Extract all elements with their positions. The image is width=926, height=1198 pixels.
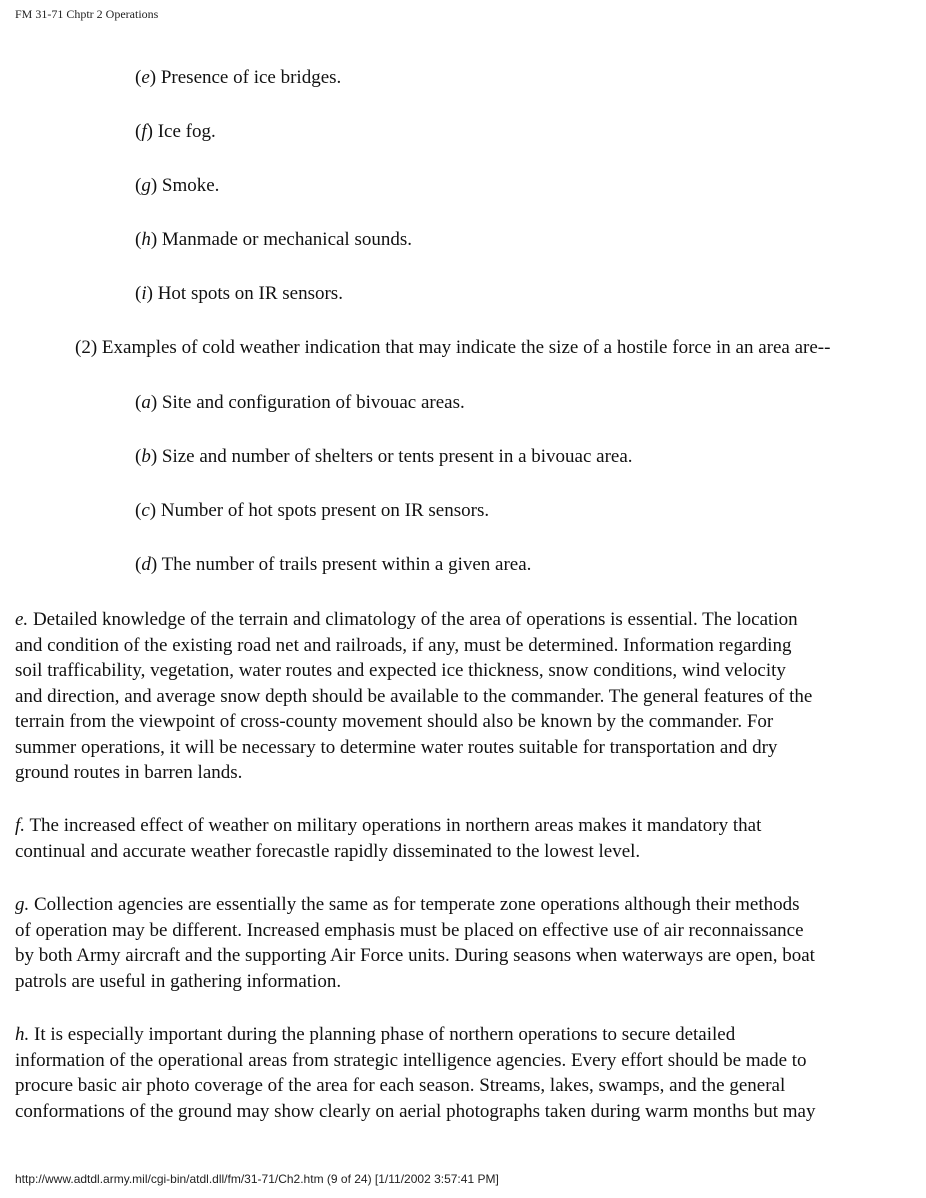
paragraph-line: and direction, and average snow depth should be available to the commander. The general features of the [15, 685, 813, 707]
list-item: (e) Presence of ice bridges. [135, 67, 342, 88]
list-marker: i [141, 283, 147, 304]
list-item-text: Ice fog. [152, 121, 216, 142]
list-marker: d [141, 554, 151, 575]
list-marker: b [141, 446, 151, 467]
paragraph-line: f. The increased effect of weather on military operations in northern areas makes it mandatory that [15, 815, 762, 836]
paragraph-line: and condition of the existing road net and railroads, if any, must be determined. Information regarding [15, 634, 792, 656]
list-item-text: Hot spots on IR sensors. [152, 283, 343, 304]
paragraph-line: ground routes in barren lands. [15, 762, 243, 783]
list-item: (d) The number of trails present within a given area. [135, 554, 532, 575]
list-item-text: Site and configuration of bivouac areas. [157, 392, 465, 413]
list-marker: e [141, 67, 150, 88]
paragraph-line: soil trafficability, vegetation, water routes and expected ice thickness, snow conditions, wind velocity [15, 660, 786, 681]
page-footer-url: http://www.adtdl.army.mil/cgi-bin/atdl.dll/fm/31-71/Ch2.htm (9 of 24) [1/11/2002 3:57:41 PM] [15, 1172, 499, 1186]
list-item-text: Number of hot spots present on IR sensors. [156, 500, 490, 521]
paragraph-line: summer operations, it will be necessary to determine water routes suitable for transportation and dry [15, 736, 778, 758]
paragraph-line: terrain from the viewpoint of cross-county movement should also be known by the commander. For [15, 711, 774, 732]
list-item: (b) Size and number of shelters or tents present in a bivouac area. [135, 446, 633, 467]
list-item: (i) Hot spots on IR sensors. [135, 283, 343, 304]
list-item: (f) Ice fog. [135, 121, 216, 142]
paragraph-line: continual and accurate weather forecastle rapidly disseminated to the lowest level. [15, 840, 641, 862]
paragraph-line: procure basic air photo coverage of the area for each season. Streams, lakes, swamps, and the general [15, 1075, 786, 1096]
list-item-text: Smoke. [157, 175, 220, 196]
paragraph-marker: f. [15, 815, 26, 836]
numbered-item: (2) Examples of cold weather indication that may indicate the size of a hostile force in an area are-- [75, 337, 831, 358]
list-marker: a [141, 392, 151, 413]
list-item-text: Presence of ice bridges. [156, 67, 342, 88]
paragraph-marker: e. [15, 609, 29, 630]
list-marker: f [141, 121, 147, 142]
paragraph-line: of operation may be different. Increased emphasis must be placed on effective use of air reconnaissance [15, 919, 804, 941]
list-marker: h [141, 229, 151, 250]
paragraph-marker: g. [15, 894, 30, 915]
list-marker: c [141, 500, 150, 521]
page-header: FM 31-71 Chptr 2 Operations [15, 7, 159, 21]
paragraph-e [15, 607, 915, 786]
paragraph-f [15, 813, 915, 864]
paragraph-line: patrols are useful in gathering information. [15, 970, 342, 992]
paragraph-g [15, 892, 915, 994]
list-item: (g) Smoke. [135, 175, 220, 196]
list-item-text: Manmade or mechanical sounds. [157, 229, 412, 250]
paragraph-line: by both Army aircraft and the supporting Air Force units. During seasons when waterways are open, boat [15, 945, 815, 966]
paragraph-marker: h. [15, 1024, 30, 1045]
list-item-text: The number of trails present within a given area. [157, 554, 532, 575]
paragraph-line: g. Collection agencies are essentially the same as for temperate zone operations although their methods [15, 894, 800, 915]
list-item: (a) Site and configuration of bivouac areas. [135, 392, 465, 413]
paragraph-h [15, 1022, 915, 1124]
list-item-text: Size and number of shelters or tents present in a bivouac area. [157, 446, 633, 467]
list-item: (h) Manmade or mechanical sounds. [135, 229, 412, 250]
paragraph-line: h. It is especially important during the planning phase of northern operations to secure detailed [15, 1024, 736, 1045]
list-item: (c) Number of hot spots present on IR sensors. [135, 500, 490, 521]
paragraph-line: conformations of the ground may show clearly on aerial photographs taken during warm months but may [15, 1100, 816, 1122]
list-marker: g [141, 175, 151, 196]
paragraph-line: information of the operational areas from strategic intelligence agencies. Every effort should be made to [15, 1049, 807, 1071]
paragraph-line: e. Detailed knowledge of the terrain and climatology of the area of operations is essential. The location [15, 609, 798, 630]
